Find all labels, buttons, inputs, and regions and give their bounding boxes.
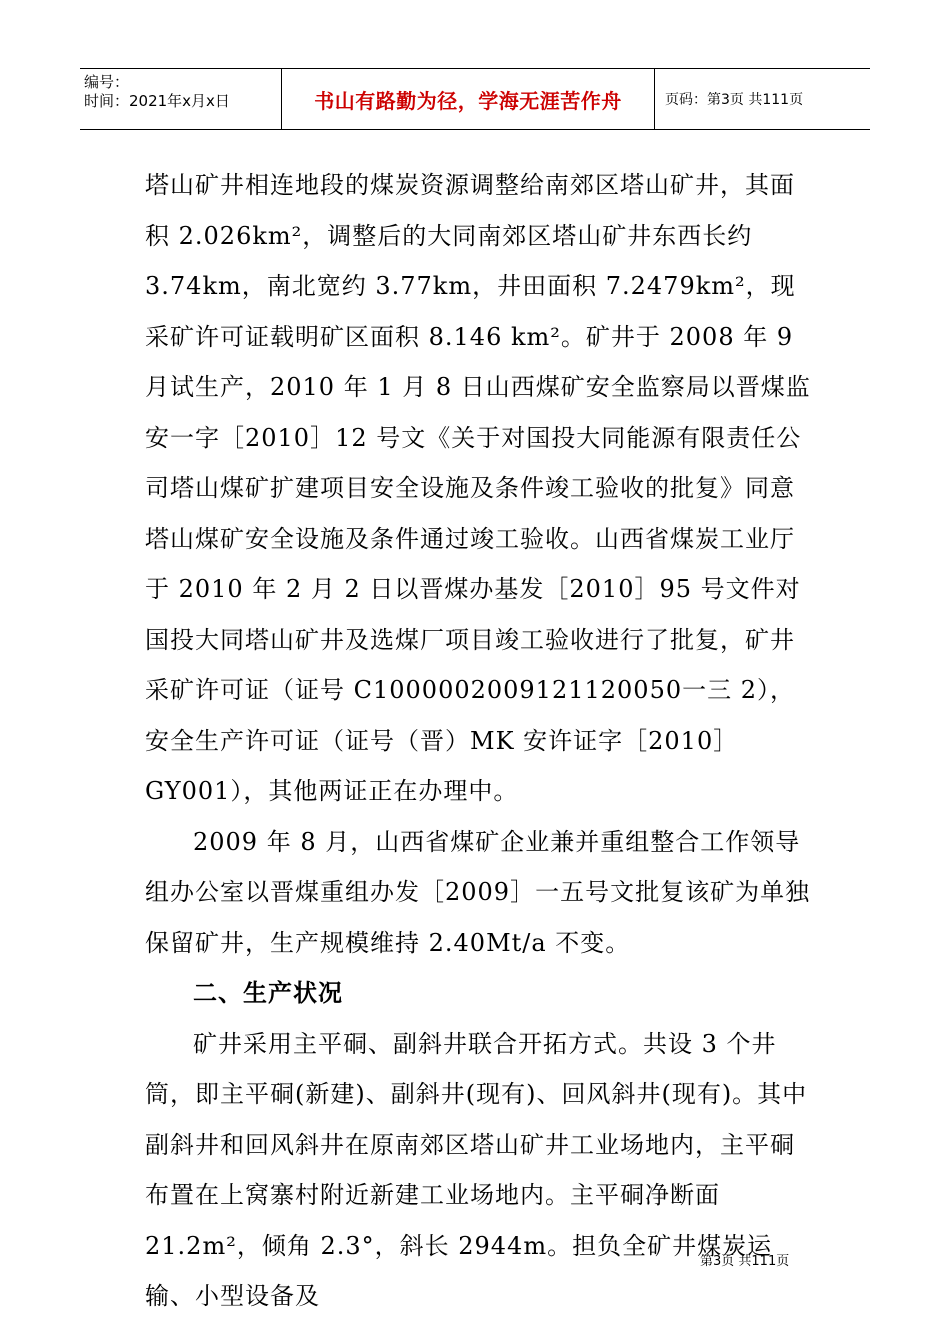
header-page-label: 页码：第3页 共111页 — [665, 92, 804, 108]
document-body — [145, 160, 815, 1322]
page-header — [80, 68, 870, 130]
page-footer: 第3页 共111页 — [700, 1254, 790, 1269]
paragraph-2: 2009 年 8 月，山西省煤矿企业兼并重组整合工作领导组办公室以晋煤重组办发［2009］一五号文批复该矿为单独保留矿井，生产规模维持 2.40Mt/a 不变。 — [145, 827, 811, 957]
number-label: 编号： — [84, 73, 130, 91]
paragraph-3: 矿井采用主平硐、副斜井联合开拓方式。共设 3 个井筒，即主平硐(新建)、副斜井(现有)、回风斜井(现有)。其中副斜井和回风斜井在原南郊区塔山矿井工业场地内，主平硐布置在上窝寨村附近新建工业场地内。主平硐净断面 21.2m²，倾角 2.3°，斜长 2944m。担负全矿井煤炭运输、小型设备及 — [145, 1029, 808, 1310]
time-label: 时间：2021年x月x日 — [84, 92, 230, 110]
header-motto: 书山有路勤为径，学海无涯苦作舟 — [282, 69, 655, 129]
section-heading: 二、生产状况 — [193, 979, 343, 1007]
header-meta — [80, 69, 282, 129]
paragraph-1: 塔山矿井相连地段的煤炭资源调整给南郊区塔山矿井，其面积 2.026km²，调整后的大同南郊区塔山矿井东西长约 3.74km，南北宽约 3.77km，井田面积 7.2479km²，现采矿许可证载明矿区面积 8.146 km²。矿井于 2008 年 9 月试生产，2010 年 1 月 8 日山西煤矿安全监察局以晋煤监安一字［2010］12 号文《关于对国投大同能源有限责任公司塔山煤矿扩建项目安全设施及条件竣工验收的批复》同意塔山煤矿安全设施及条件通过竣工验收。山西省煤炭工业厅于 2010 年 2 月 2 日以晋煤办基发［2010］95 号文件对国投大同塔山矿井及选煤厂项目竣工验收进行了批复，矿井采矿许可证（证号 C1000002009121120050一三 2），安全生产许可证（证号（晋）MK 安许证字［2010］GY001），其他两证正在办理中。 — [145, 171, 811, 805]
